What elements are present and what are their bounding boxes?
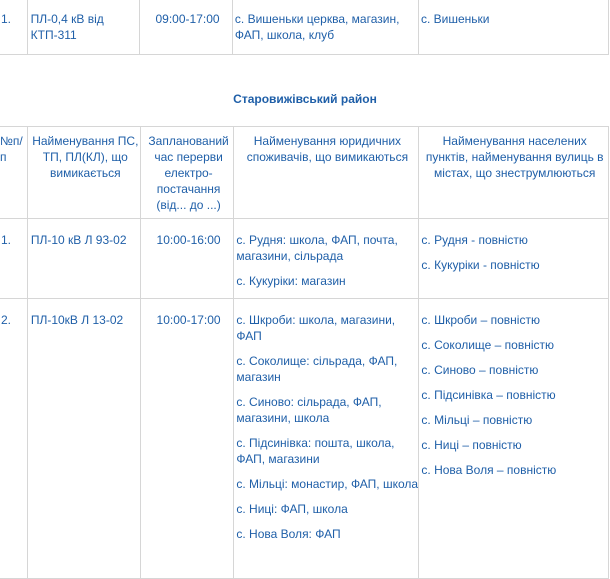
settlement-entry: с. Соколище – повністю — [421, 338, 555, 352]
table-row — [0, 219, 609, 299]
row-number: 2. — [0, 299, 27, 579]
previous-district-table — [0, 0, 609, 55]
table-row — [0, 299, 609, 579]
line-name: ПЛ-0,4 кВ від КТП-311 — [27, 0, 140, 55]
header-line — [27, 127, 140, 219]
header-settlements-label: Найменування населених пунктів, найменування вулиць в містах, що знеструмлюються — [425, 134, 604, 180]
consumer-entry: с. Кукуріки: магазин — [236, 274, 346, 288]
consumer-entry: с. Підсинівка: пошта, школа, ФАП, магазини — [236, 436, 395, 466]
consumers: с. Вишеньки церква, магазин, ФАП, школа, клуб — [232, 0, 418, 55]
header-row — [0, 127, 609, 219]
settlement-entry: с. Синово – повністю — [421, 363, 539, 377]
header-num — [0, 127, 27, 219]
header-settlements — [419, 127, 609, 219]
settlement-entry: с. Підсинівка – повністю — [421, 388, 556, 402]
header-time — [140, 127, 234, 219]
outage-time: 09:00-17:00 — [140, 0, 233, 55]
district-title: Старовижівський район — [233, 92, 377, 106]
settlement-entry: с. Нова Воля – повністю — [421, 463, 557, 477]
settlements: с. Вишеньки — [418, 0, 608, 55]
settlement-entry: с. Шкроби – повністю — [421, 313, 540, 327]
settlement-entry: с. Кукуріки - повністю — [421, 258, 540, 272]
outage-table — [0, 126, 609, 579]
line-name: ПЛ-10 кВ Л 93-02 — [27, 219, 140, 299]
settlement-entry: с. Мільці – повністю — [421, 413, 533, 427]
consumer-entry: с. Мільці: монастир, ФАП, школа — [236, 477, 419, 491]
header-line-label: Найменування ПС, ТП, ПЛ(КЛ), що вимикається — [32, 134, 139, 180]
consumers — [234, 299, 419, 579]
settlements — [419, 299, 609, 579]
consumer-entry: с. Нова Воля: ФАП — [236, 527, 341, 541]
settlements — [419, 219, 609, 299]
settlement-entry: с. Ниці – повністю — [421, 438, 522, 452]
header-consumers — [234, 127, 419, 219]
outage-time: 10:00-17:00 — [140, 299, 234, 579]
consumer-entry: с. Ниці: ФАП, школа — [236, 502, 348, 516]
header-consumers-label: Найменування юридичних споживачів, що вимикаються — [246, 134, 409, 164]
consumer-entry: с. Соколище: сільрада, ФАП, магазин — [236, 354, 398, 384]
consumer-entry: с. Синово: сільрада, ФАП, магазини, школа — [236, 395, 382, 425]
consumer-entry: с. Рудня: школа, ФАП, почта, магазини, сільрада — [236, 233, 398, 263]
table-row — [0, 0, 609, 55]
consumer-entry: с. Шкроби: школа, магазини, ФАП — [236, 313, 396, 343]
header-num-label: №п/п — [0, 134, 23, 164]
settlement-entry: с. Рудня - повністю — [421, 233, 528, 247]
outage-time: 10:00-16:00 — [140, 219, 234, 299]
consumers — [234, 219, 419, 299]
line-name: ПЛ-10кВ Л 13-02 — [27, 299, 140, 579]
row-number: 1. — [0, 0, 27, 55]
header-time-label: Запланований час перерви електро-постачання (від... до ...) — [148, 134, 229, 212]
row-number: 1. — [0, 219, 27, 299]
